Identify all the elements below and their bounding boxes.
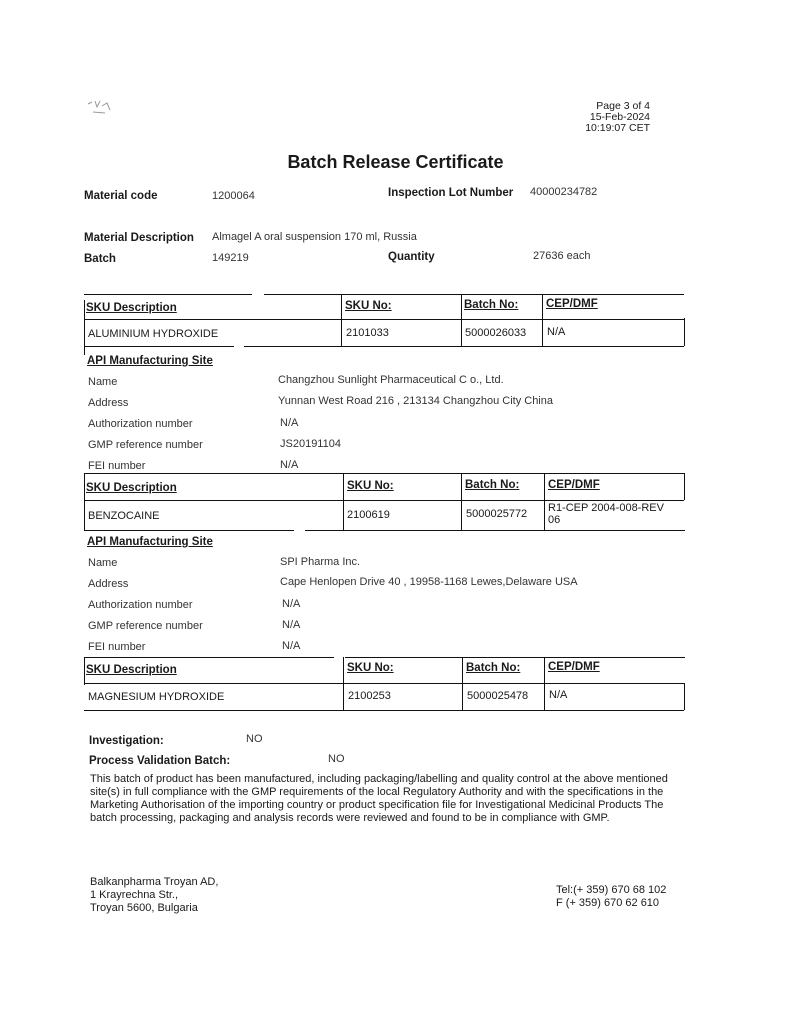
sku-description-cell: MAGNESIUM HYDROXIDE [88, 691, 225, 703]
process-validation-value: NO [328, 753, 345, 765]
cep-dmf-header: CEP/DMF [546, 298, 598, 310]
sku-no-cell: 2100619 [347, 509, 390, 521]
fei-value: N/A [280, 459, 299, 471]
sku-no-cell: 2100253 [348, 690, 391, 702]
authorization-value: N/A [282, 598, 301, 610]
sku-description-cell: BENZOCAINE [88, 510, 160, 522]
site-address-value: Yunnan West Road 216 , 213134 Changzhou City China [278, 395, 553, 407]
authorization-label: Authorization number [88, 418, 193, 430]
site-address-value: Cape Henlopen Drive 40 , 19958-1168 Lewes,Delaware USA [280, 576, 578, 588]
site-name-label: Name [88, 557, 118, 569]
compliance-statement [90, 773, 690, 825]
sku-description-cell: ALUMINIUM HYDROXIDE [88, 328, 219, 340]
sku-description-header: SKU Description [86, 302, 177, 314]
fei-label: FEI number [88, 460, 146, 472]
batch-no-cell: 5000026033 [465, 327, 527, 339]
company-logo [85, 98, 115, 118]
document-title: Batch Release Certificate [287, 152, 504, 172]
sku-description-header: SKU Description [86, 664, 177, 676]
material-description-value: Almagel A oral suspension 170 ml, Russia [212, 231, 417, 243]
company-address [90, 876, 218, 915]
page-meta [580, 101, 650, 134]
company-fax: F (+ 359) 670 62 610 [556, 897, 660, 909]
site-name-value: SPI Pharma Inc. [280, 556, 361, 568]
authorization-label: Authorization number [88, 599, 193, 611]
quantity-label: Quantity [388, 251, 435, 263]
authorization-value: N/A [280, 417, 299, 429]
sku-no-cell: 2101033 [346, 327, 389, 339]
investigation-label: Investigation: [89, 735, 164, 747]
fei-value: N/A [282, 640, 301, 652]
inspection-lot-label: Inspection Lot Number [388, 187, 514, 199]
site-address-label: Address [88, 578, 129, 590]
company-street: 1 Krayrechna Str., [90, 889, 179, 901]
sku-description-header: SKU Description [86, 482, 177, 494]
api-site-heading: API Manufacturing Site [87, 355, 213, 367]
gmp-value: JS20191104 [280, 438, 341, 450]
gmp-value: N/A [282, 619, 301, 631]
print-time: 10:19:07 CET [585, 122, 650, 134]
sku-no-header: SKU No: [345, 300, 392, 312]
batch-value: 149219 [212, 252, 249, 264]
gmp-label: GMP reference number [88, 439, 203, 451]
print-date: 15-Feb-2024 [589, 111, 650, 123]
inspection-lot-value: 40000234782 [530, 186, 598, 198]
material-code-value: 1200064 [212, 190, 255, 202]
cep-dmf-cell: R1-CEP 2004-008-REV 06 [548, 502, 664, 526]
site-name-value: Changzhou Sunlight Pharmaceutical C o., Ltd. [278, 374, 504, 386]
company-city: Troyan 5600, Bulgaria [90, 902, 198, 914]
api-site-heading: API Manufacturing Site [87, 536, 213, 548]
company-name: Balkanpharma Troyan AD, [90, 876, 219, 888]
cep-dmf-header: CEP/DMF [548, 479, 600, 491]
site-address-label: Address [88, 397, 129, 409]
compliance-statement-text: This batch of product has been manufactured, including packaging/labelling and quality control at the above mentioned site(s) in full compliance with the GMP requirements of the local Regulatory Authority and with the specifications in the Marketing Authorisation of the importing country or product specification file for Investigational Medicinal Products The batch processing, packaging and analysis records were reviewed and found to be in compliance with GMP. [90, 773, 668, 824]
material-description-label: Material Description [84, 232, 194, 244]
gmp-label: GMP reference number [88, 620, 203, 632]
company-tel: Tel:(+ 359) 670 68 102 [556, 884, 667, 896]
quantity-value: 27636 each [533, 250, 591, 262]
page-number: Page 3 of 4 [596, 100, 650, 112]
investigation-value: NO [246, 733, 263, 745]
site-name-label: Name [88, 376, 118, 388]
sku-no-header: SKU No: [347, 662, 394, 674]
cep-dmf-header: CEP/DMF [548, 661, 600, 673]
cep-dmf-cell: N/A [549, 689, 568, 701]
batch-label: Batch [84, 253, 116, 265]
batch-no-header: Batch No: [464, 299, 519, 311]
cep-dmf-cell: N/A [547, 326, 566, 338]
batch-no-cell: 5000025478 [467, 690, 529, 702]
fei-label: FEI number [88, 641, 146, 653]
material-code-label: Material code [84, 190, 158, 202]
batch-no-cell: 5000025772 [466, 508, 528, 520]
batch-no-header: Batch No: [465, 479, 520, 491]
sku-no-header: SKU No: [347, 480, 394, 492]
process-validation-label: Process Validation Batch: [89, 755, 231, 767]
batch-no-header: Batch No: [466, 662, 521, 674]
company-contacts [556, 884, 666, 910]
